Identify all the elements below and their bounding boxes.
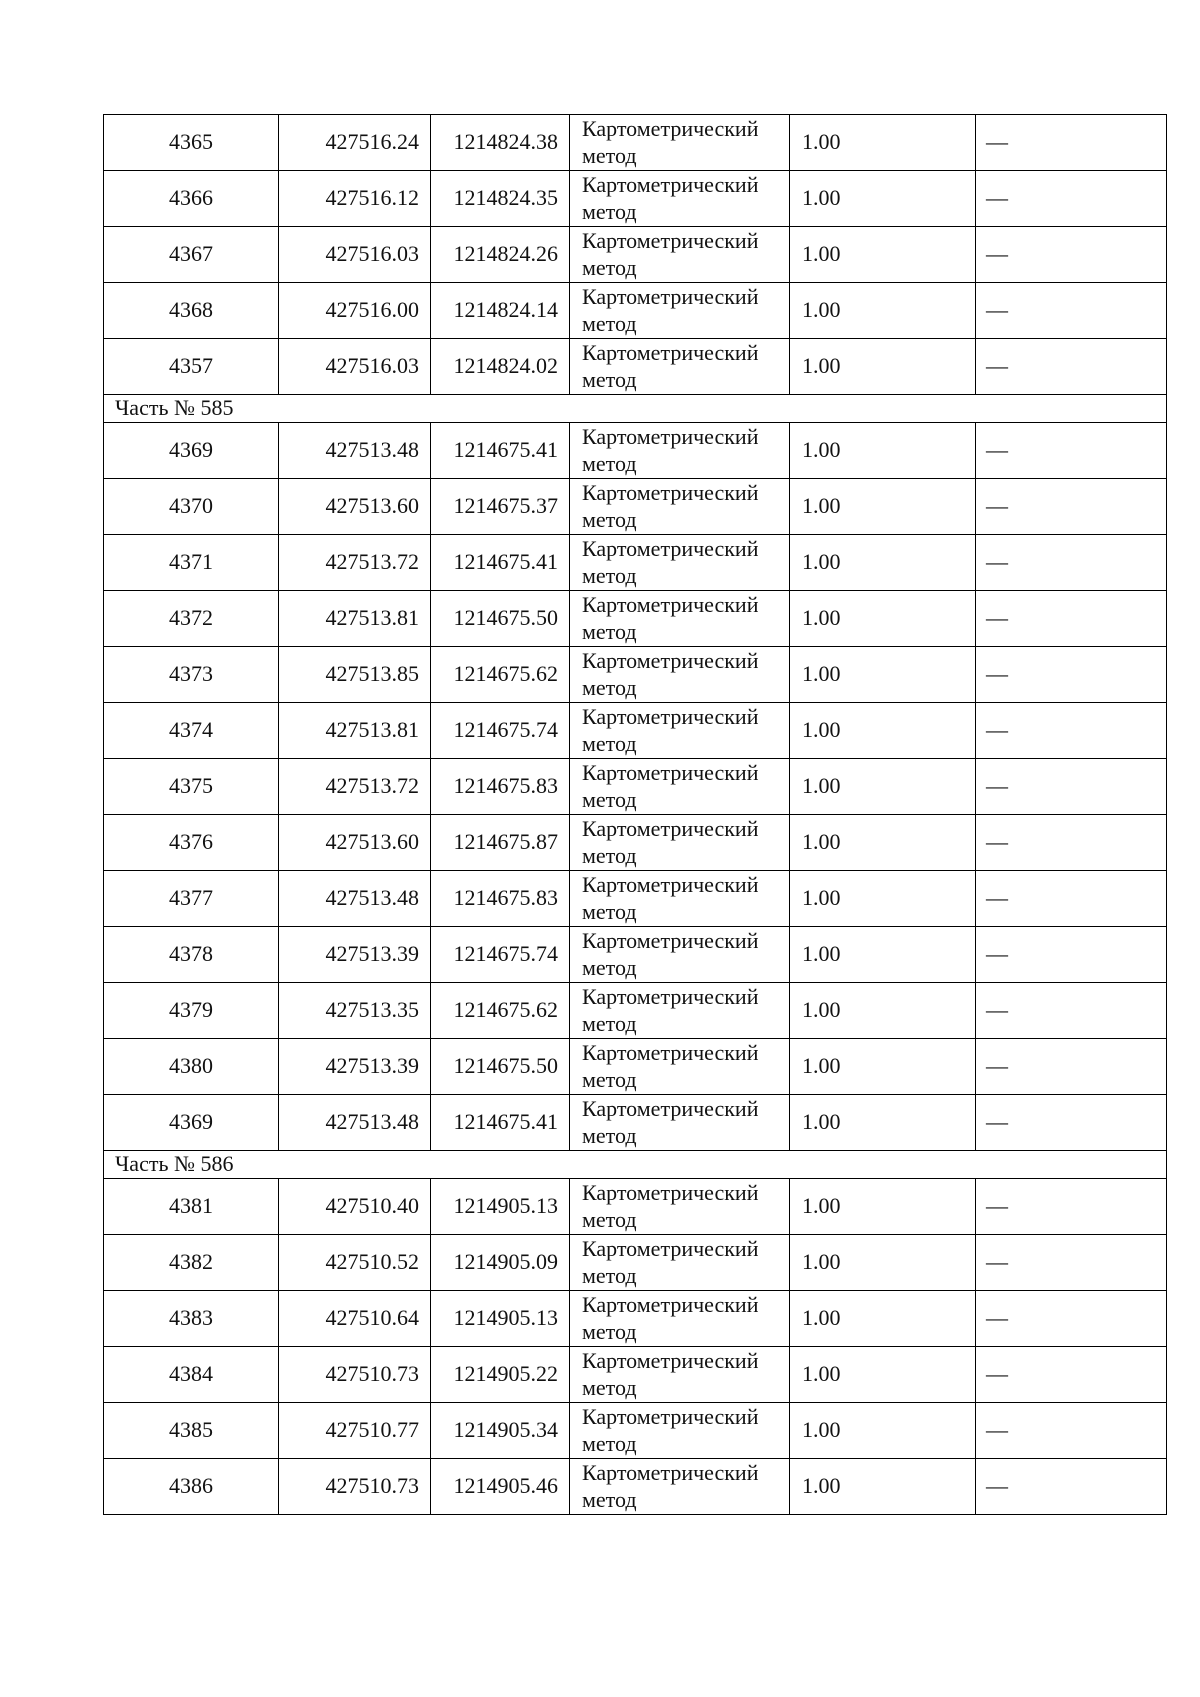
point-number-cell: 4381 — [104, 1179, 279, 1235]
x-coordinate-cell: 427513.81 — [279, 591, 431, 647]
note-cell: — — [976, 983, 1167, 1039]
y-coordinate-cell: 1214905.34 — [431, 1403, 570, 1459]
x-coordinate-cell: 427513.48 — [279, 1095, 431, 1151]
point-number-cell: 4370 — [104, 479, 279, 535]
method-cell: Картометрический метод — [570, 1459, 790, 1515]
y-coordinate-cell: 1214905.13 — [431, 1291, 570, 1347]
method-cell: Картометрический метод — [570, 535, 790, 591]
x-coordinate-cell: 427513.72 — [279, 759, 431, 815]
point-number-cell: 4378 — [104, 927, 279, 983]
point-number-cell: 4369 — [104, 423, 279, 479]
y-coordinate-cell: 1214824.02 — [431, 339, 570, 395]
table-row — [104, 1291, 1167, 1347]
accuracy-cell: 1.00 — [790, 1039, 976, 1095]
note-cell: — — [976, 1039, 1167, 1095]
note-cell: — — [976, 1459, 1167, 1515]
accuracy-cell: 1.00 — [790, 1459, 976, 1515]
accuracy-cell: 1.00 — [790, 871, 976, 927]
accuracy-cell: 1.00 — [790, 759, 976, 815]
y-coordinate-cell: 1214905.22 — [431, 1347, 570, 1403]
note-cell: — — [976, 815, 1167, 871]
y-coordinate-cell: 1214824.35 — [431, 171, 570, 227]
method-cell: Картометрический метод — [570, 479, 790, 535]
table-row — [104, 1235, 1167, 1291]
point-number-cell: 4357 — [104, 339, 279, 395]
method-cell: Картометрический метод — [570, 703, 790, 759]
point-number-cell: 4366 — [104, 171, 279, 227]
accuracy-cell: 1.00 — [790, 339, 976, 395]
accuracy-cell: 1.00 — [790, 1179, 976, 1235]
table-row — [104, 1347, 1167, 1403]
x-coordinate-cell: 427516.03 — [279, 339, 431, 395]
section-header-row — [104, 395, 1167, 423]
table-row — [104, 1403, 1167, 1459]
table-row — [104, 479, 1167, 535]
table-row — [104, 1095, 1167, 1151]
method-cell: Картометрический метод — [570, 591, 790, 647]
point-number-cell: 4379 — [104, 983, 279, 1039]
accuracy-cell: 1.00 — [790, 1235, 976, 1291]
table-row — [104, 703, 1167, 759]
y-coordinate-cell: 1214824.26 — [431, 227, 570, 283]
note-cell: — — [976, 535, 1167, 591]
point-number-cell: 4385 — [104, 1403, 279, 1459]
x-coordinate-cell: 427510.64 — [279, 1291, 431, 1347]
point-number-cell: 4372 — [104, 591, 279, 647]
y-coordinate-cell: 1214675.50 — [431, 1039, 570, 1095]
x-coordinate-cell: 427513.60 — [279, 815, 431, 871]
section-title: Часть № 585 — [104, 395, 1167, 423]
point-number-cell: 4368 — [104, 283, 279, 339]
method-cell: Картометрический метод — [570, 983, 790, 1039]
x-coordinate-cell: 427516.00 — [279, 283, 431, 339]
table-row — [104, 227, 1167, 283]
y-coordinate-cell: 1214675.74 — [431, 703, 570, 759]
table-row — [104, 927, 1167, 983]
note-cell: — — [976, 115, 1167, 171]
accuracy-cell: 1.00 — [790, 283, 976, 339]
note-cell: — — [976, 591, 1167, 647]
accuracy-cell: 1.00 — [790, 1347, 976, 1403]
point-number-cell: 4383 — [104, 1291, 279, 1347]
note-cell: — — [976, 759, 1167, 815]
x-coordinate-cell: 427510.40 — [279, 1179, 431, 1235]
y-coordinate-cell: 1214905.09 — [431, 1235, 570, 1291]
accuracy-cell: 1.00 — [790, 983, 976, 1039]
accuracy-cell: 1.00 — [790, 703, 976, 759]
method-cell: Картометрический метод — [570, 339, 790, 395]
y-coordinate-cell: 1214675.41 — [431, 535, 570, 591]
point-number-cell: 4369 — [104, 1095, 279, 1151]
y-coordinate-cell: 1214675.50 — [431, 591, 570, 647]
point-number-cell: 4373 — [104, 647, 279, 703]
y-coordinate-cell: 1214675.87 — [431, 815, 570, 871]
method-cell: Картометрический метод — [570, 283, 790, 339]
point-number-cell: 4375 — [104, 759, 279, 815]
point-number-cell: 4371 — [104, 535, 279, 591]
note-cell: — — [976, 703, 1167, 759]
accuracy-cell: 1.00 — [790, 115, 976, 171]
x-coordinate-cell: 427510.73 — [279, 1347, 431, 1403]
note-cell: — — [976, 1095, 1167, 1151]
table-row — [104, 983, 1167, 1039]
accuracy-cell: 1.00 — [790, 591, 976, 647]
section-header-row — [104, 1151, 1167, 1179]
accuracy-cell: 1.00 — [790, 535, 976, 591]
method-cell: Картометрический метод — [570, 1403, 790, 1459]
y-coordinate-cell: 1214824.38 — [431, 115, 570, 171]
x-coordinate-cell: 427513.85 — [279, 647, 431, 703]
method-cell: Картометрический метод — [570, 423, 790, 479]
table-row — [104, 423, 1167, 479]
note-cell: — — [976, 171, 1167, 227]
x-coordinate-cell: 427510.52 — [279, 1235, 431, 1291]
x-coordinate-cell: 427513.39 — [279, 1039, 431, 1095]
y-coordinate-cell: 1214675.37 — [431, 479, 570, 535]
method-cell: Картометрический метод — [570, 759, 790, 815]
note-cell: — — [976, 1179, 1167, 1235]
y-coordinate-cell: 1214675.83 — [431, 759, 570, 815]
table-row — [104, 1039, 1167, 1095]
note-cell: — — [976, 1347, 1167, 1403]
point-number-cell: 4374 — [104, 703, 279, 759]
point-number-cell: 4384 — [104, 1347, 279, 1403]
note-cell: — — [976, 1403, 1167, 1459]
accuracy-cell: 1.00 — [790, 227, 976, 283]
x-coordinate-cell: 427513.48 — [279, 871, 431, 927]
method-cell: Картометрический метод — [570, 1291, 790, 1347]
y-coordinate-cell: 1214675.83 — [431, 871, 570, 927]
x-coordinate-cell: 427513.48 — [279, 423, 431, 479]
accuracy-cell: 1.00 — [790, 1095, 976, 1151]
note-cell: — — [976, 283, 1167, 339]
table-row — [104, 1179, 1167, 1235]
accuracy-cell: 1.00 — [790, 927, 976, 983]
note-cell: — — [976, 871, 1167, 927]
point-number-cell: 4377 — [104, 871, 279, 927]
method-cell: Картометрический метод — [570, 115, 790, 171]
accuracy-cell: 1.00 — [790, 1403, 976, 1459]
table-row — [104, 1459, 1167, 1515]
accuracy-cell: 1.00 — [790, 815, 976, 871]
x-coordinate-cell: 427516.03 — [279, 227, 431, 283]
method-cell: Картометрический метод — [570, 1039, 790, 1095]
coordinates-table-body — [104, 115, 1167, 1515]
accuracy-cell: 1.00 — [790, 647, 976, 703]
x-coordinate-cell: 427510.73 — [279, 1459, 431, 1515]
table-row — [104, 815, 1167, 871]
x-coordinate-cell: 427516.12 — [279, 171, 431, 227]
method-cell: Картометрический метод — [570, 815, 790, 871]
table-row — [104, 171, 1167, 227]
table-row — [104, 871, 1167, 927]
x-coordinate-cell: 427516.24 — [279, 115, 431, 171]
x-coordinate-cell: 427513.81 — [279, 703, 431, 759]
table-row — [104, 647, 1167, 703]
table-row — [104, 591, 1167, 647]
point-number-cell: 4380 — [104, 1039, 279, 1095]
y-coordinate-cell: 1214675.62 — [431, 647, 570, 703]
x-coordinate-cell: 427513.35 — [279, 983, 431, 1039]
x-coordinate-cell: 427513.60 — [279, 479, 431, 535]
note-cell: — — [976, 927, 1167, 983]
coordinates-table — [103, 114, 1167, 1515]
y-coordinate-cell: 1214675.41 — [431, 423, 570, 479]
accuracy-cell: 1.00 — [790, 423, 976, 479]
method-cell: Картометрический метод — [570, 1347, 790, 1403]
method-cell: Картометрический метод — [570, 1095, 790, 1151]
note-cell: — — [976, 1291, 1167, 1347]
accuracy-cell: 1.00 — [790, 1291, 976, 1347]
point-number-cell: 4382 — [104, 1235, 279, 1291]
table-row — [104, 759, 1167, 815]
y-coordinate-cell: 1214675.74 — [431, 927, 570, 983]
method-cell: Картометрический метод — [570, 171, 790, 227]
y-coordinate-cell: 1214824.14 — [431, 283, 570, 339]
y-coordinate-cell: 1214905.13 — [431, 1179, 570, 1235]
y-coordinate-cell: 1214675.62 — [431, 983, 570, 1039]
table-row — [104, 535, 1167, 591]
method-cell: Картометрический метод — [570, 927, 790, 983]
method-cell: Картометрический метод — [570, 1235, 790, 1291]
point-number-cell: 4386 — [104, 1459, 279, 1515]
note-cell: — — [976, 479, 1167, 535]
point-number-cell: 4367 — [104, 227, 279, 283]
method-cell: Картометрический метод — [570, 647, 790, 703]
table-row — [104, 339, 1167, 395]
y-coordinate-cell: 1214905.46 — [431, 1459, 570, 1515]
point-number-cell: 4376 — [104, 815, 279, 871]
method-cell: Картометрический метод — [570, 1179, 790, 1235]
method-cell: Картометрический метод — [570, 227, 790, 283]
section-title: Часть № 586 — [104, 1151, 1167, 1179]
method-cell: Картометрический метод — [570, 871, 790, 927]
note-cell: — — [976, 227, 1167, 283]
note-cell: — — [976, 423, 1167, 479]
x-coordinate-cell: 427513.39 — [279, 927, 431, 983]
note-cell: — — [976, 339, 1167, 395]
y-coordinate-cell: 1214675.41 — [431, 1095, 570, 1151]
note-cell: — — [976, 1235, 1167, 1291]
accuracy-cell: 1.00 — [790, 171, 976, 227]
table-row — [104, 283, 1167, 339]
note-cell: — — [976, 647, 1167, 703]
x-coordinate-cell: 427510.77 — [279, 1403, 431, 1459]
point-number-cell: 4365 — [104, 115, 279, 171]
x-coordinate-cell: 427513.72 — [279, 535, 431, 591]
accuracy-cell: 1.00 — [790, 479, 976, 535]
table-row — [104, 115, 1167, 171]
